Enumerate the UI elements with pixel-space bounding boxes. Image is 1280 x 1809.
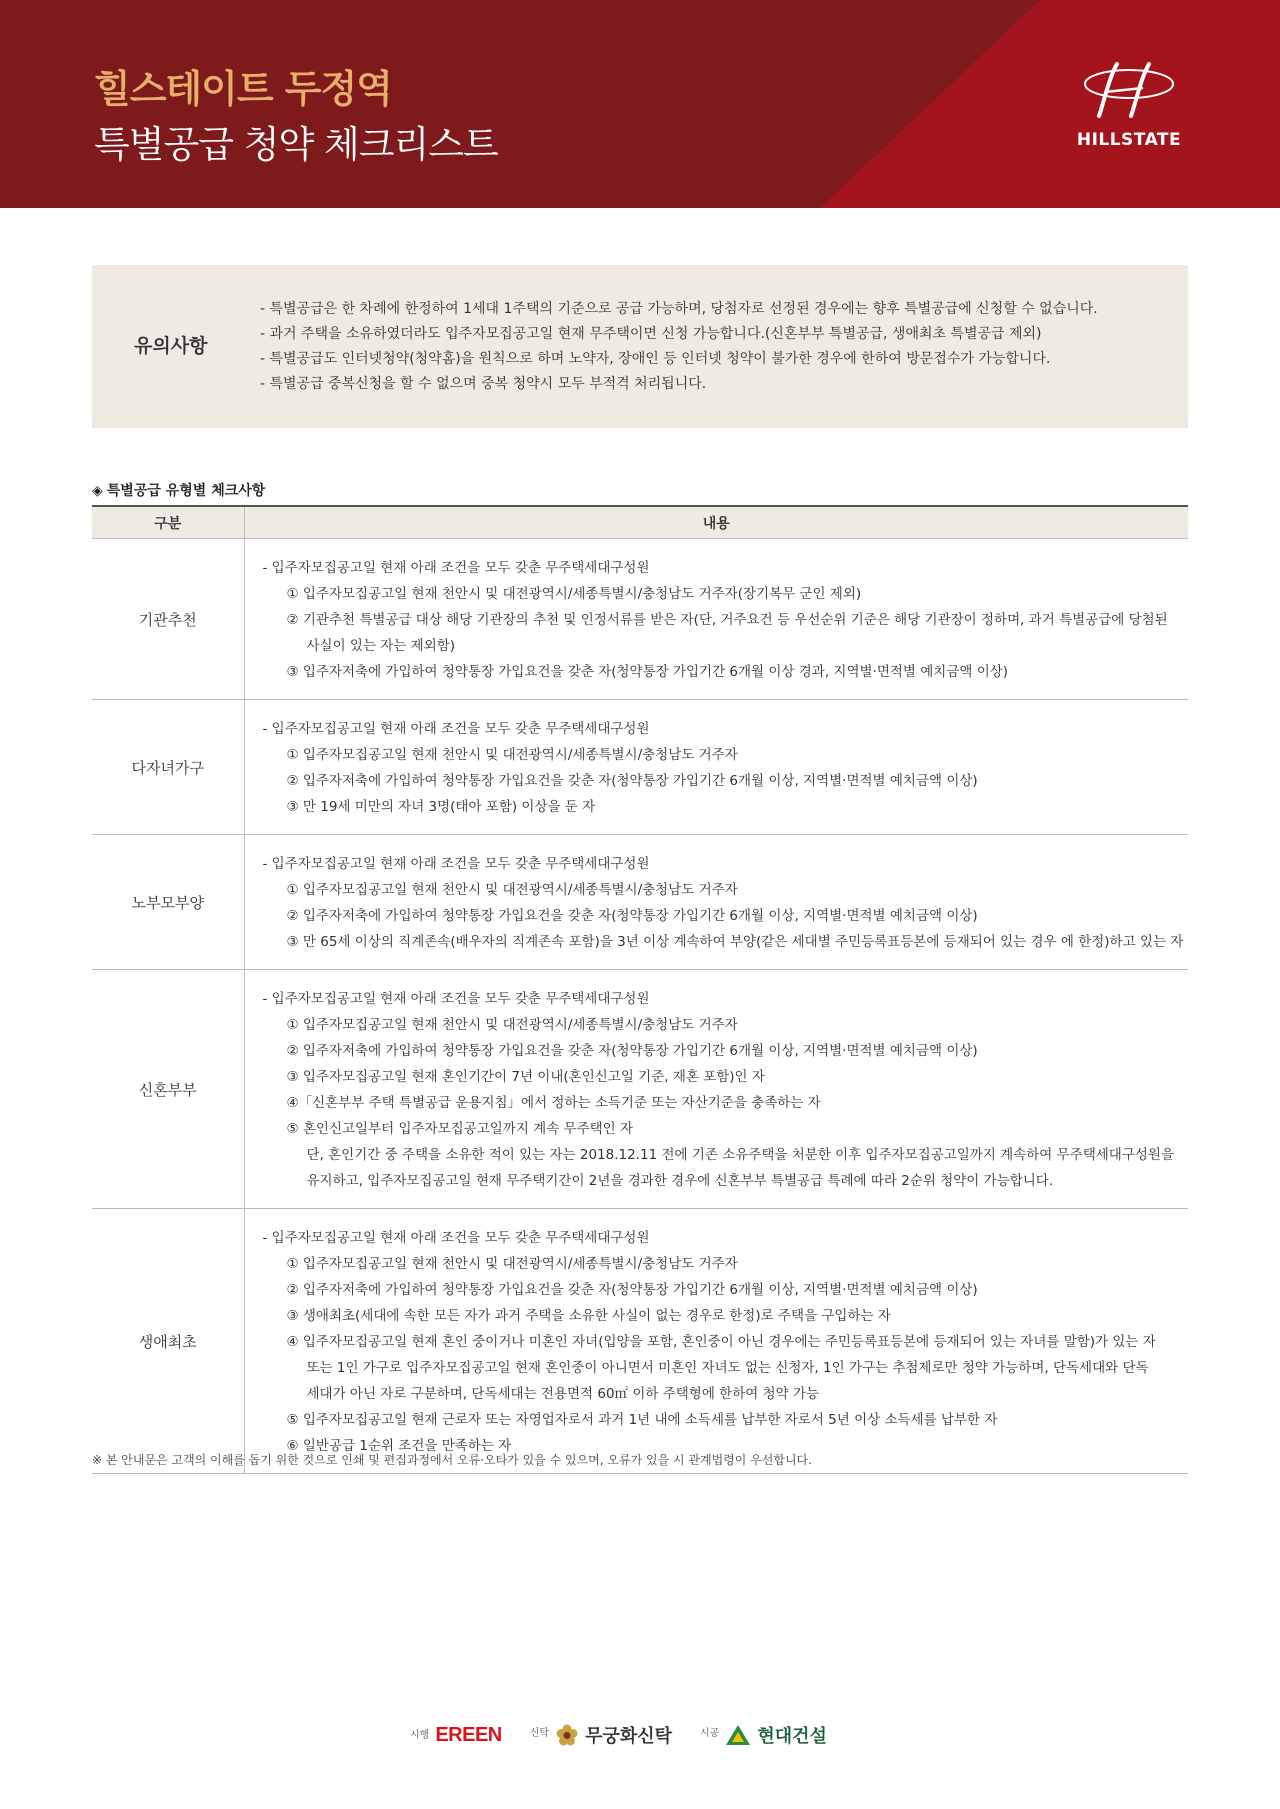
column-header-category: 구분 xyxy=(92,506,244,539)
table-body xyxy=(92,539,1188,1474)
condition-list xyxy=(263,555,1189,685)
condition-lead: - 입주자모집공고일 현재 아래 조건을 모두 갖춘 무주택세대구성원 xyxy=(262,1230,650,1246)
condition-continuation: 세대가 아닌 자로 구분하며, 단독세대는 전용면적 60㎡ 이하 주택형에 한하여 청약 가능 xyxy=(306,1386,820,1402)
condition-continuation: 사실이 있는 자는 제외함) xyxy=(306,638,456,654)
condition-continuation: 단, 혼인기간 중 주택을 소유한 적이 있는 자는 2018.12.11 전에 기존 소유주택을 처분한 이후 입주자모집공고일까지 계속하여 무주택세대구성원을 xyxy=(306,1147,1175,1163)
condition-lead: - 입주자모집공고일 현재 아래 조건을 모두 갖춘 무주택세대구성원 xyxy=(262,721,650,737)
row-content xyxy=(244,700,1188,835)
condition-item: ② 입주자저축에 가입하여 청약통장 가입요건을 갖춘 자(청약통장 가입기간 6개월 이상, 지역별·면적별 예치금액 이상) xyxy=(286,1043,978,1059)
condition-list xyxy=(263,1225,1189,1459)
checklist-table xyxy=(92,505,1188,1474)
condition-lead: - 입주자모집공고일 현재 아래 조건을 모두 갖춘 무주택세대구성원 xyxy=(262,560,650,576)
table-row xyxy=(92,539,1188,700)
footer-credits xyxy=(410,1720,880,1750)
table-row xyxy=(92,970,1188,1209)
condition-item: ④「신혼부부 주택 특별공급 운용지침」에서 정하는 소득기준 또는 자산기준을 충족하는 자 xyxy=(286,1095,821,1111)
condition-item: ③ 입주자저축에 가입하여 청약통장 가입요건을 갖춘 자(청약통장 가입기간 6개월 이상 경과, 지역별·면적별 예치금액 이상) xyxy=(286,664,1009,680)
notice-item: - 과거 주택을 소유하였더라도 입주자모집공고일 현재 무주택이면 신청 가능합니다.(신혼부부 특별공급, 생애최초 특별공급 제외) xyxy=(260,326,1042,342)
condition-list xyxy=(263,851,1189,955)
notice-list xyxy=(260,297,1098,397)
column-header-content: 내용 xyxy=(244,506,1188,539)
notice-item: - 특별공급 중복신청을 할 수 없으며 중복 청약시 모두 부적격 처리됩니다. xyxy=(260,376,707,392)
section-title xyxy=(92,480,265,500)
condition-item: ① 입주자모집공고일 현재 천안시 및 대전광역시/세종특별시/충청남도 거주자 xyxy=(286,1017,738,1033)
notice-box xyxy=(92,265,1188,428)
row-category: 생애최초 xyxy=(92,1209,244,1474)
table-row xyxy=(92,835,1188,970)
hyundai-logo: 현대건설 xyxy=(757,1726,827,1747)
credit-trust xyxy=(530,1722,672,1748)
condition-list xyxy=(263,986,1189,1194)
condition-lead: - 입주자모집공고일 현재 아래 조건을 모두 갖춘 무주택세대구성원 xyxy=(262,991,650,1007)
condition-item: ① 입주자모집공고일 현재 천안시 및 대전광역시/세종특별시/충청남도 거주자 xyxy=(286,882,738,898)
notice-label: 유의사항 xyxy=(134,335,208,357)
condition-item: ① 입주자모집공고일 현재 천안시 및 대전광역시/세종특별시/충청남도 거주자 xyxy=(286,1256,738,1272)
condition-item: ③ 입주자모집공고일 현재 혼인기간이 7년 이내(혼인신고일 기준, 재혼 포함)인 자 xyxy=(286,1069,765,1085)
condition-item: ② 입주자저축에 가입하여 청약통장 가입요건을 갖춘 자(청약통장 가입기간 6개월 이상, 지역별·면적별 예치금액 이상) xyxy=(286,908,978,924)
page-subtitle: 특별공급 청약 체크리스트 xyxy=(94,123,498,166)
table-header-row xyxy=(92,506,1188,539)
condition-item: ② 입주자저축에 가입하여 청약통장 가입요건을 갖춘 자(청약통장 가입기간 6개월 이상, 지역별·면적별 예치금액 이상) xyxy=(286,773,978,789)
row-content xyxy=(244,970,1188,1209)
credit-role: 시공 xyxy=(700,1728,720,1739)
row-category: 기관추천 xyxy=(92,539,244,700)
credit-developer xyxy=(410,1724,502,1747)
condition-item: ③ 만 65세 이상의 직계존속(배우자의 직계존속 포함)을 3년 이상 계속하여 부양(같은 세대별 주민등록표등본에 등재되어 있는 경우 에 한정)하고 있는 자 xyxy=(286,934,1184,950)
condition-item: ⑤ 혼인신고일부터 입주자모집공고일까지 계속 무주택인 자 xyxy=(286,1121,634,1137)
table-row xyxy=(92,1209,1188,1474)
row-category: 신혼부부 xyxy=(92,970,244,1209)
condition-continuation: 또는 1인 가구로 입주자모집공고일 현재 혼인중이 아니면서 미혼인 자녀도 없는 신청자, 1인 가구는 추첨제로만 청약 가능하며, 단독세대와 단독 xyxy=(306,1360,1149,1376)
condition-item: ⑤ 입주자모집공고일 현재 근로자 또는 자영업자로서 과거 1년 내에 소득세를 납부한 자로서 5년 이상 소득세를 납부한 자 xyxy=(286,1412,998,1428)
hillstate-h-icon xyxy=(1079,58,1179,122)
condition-lead: - 입주자모집공고일 현재 아래 조건을 모두 갖춘 무주택세대구성원 xyxy=(262,856,650,872)
row-content xyxy=(244,539,1188,700)
condition-item: ① 입주자모집공고일 현재 천안시 및 대전광역시/세종특별시/충청남도 거주자(장기복무 군인 제외) xyxy=(286,586,862,602)
condition-item: ① 입주자모집공고일 현재 천안시 및 대전광역시/세종특별시/충청남도 거주자 xyxy=(286,747,738,763)
row-content xyxy=(244,1209,1188,1474)
page-header xyxy=(0,0,1280,208)
page-title: 힐스테이트 두정역 xyxy=(94,67,392,111)
condition-list xyxy=(263,716,1189,820)
notice-item: - 특별공급은 한 차례에 한정하여 1세대 1주택의 기준으로 공급 가능하며, 당첨자로 선정된 경우에는 향후 특별공급에 신청할 수 없습니다. xyxy=(260,301,1098,317)
hillstate-logo xyxy=(1064,58,1194,168)
row-category: 다자녀가구 xyxy=(92,700,244,835)
condition-item: ④ 입주자모집공고일 현재 혼인 중이거나 미혼인 자녀(입양을 포함, 혼인중이 아닌 경우에는 주민등록표등본에 등재되어 있는 자녀를 말함)가 있는 자 xyxy=(286,1334,1156,1350)
credit-role: 시행 xyxy=(410,1729,430,1741)
condition-item: ② 기관추천 특별공급 대상 해당 기관장의 추천 및 인정서류를 받은 자(단, 거주요건 등 우선순위 기준은 해당 기관장이 정하며, 과거 특별공급에 당첨된 xyxy=(286,612,1168,628)
condition-item: ② 입주자저축에 가입하여 청약통장 가입요건을 갖춘 자(청약통장 가입기간 6개월 이상, 지역별·면적별 예치금액 이상) xyxy=(286,1282,978,1298)
credit-builder xyxy=(700,1722,827,1748)
condition-item: ③ 만 19세 미만의 자녀 3명(태아 포함) 이상을 둔 자 xyxy=(286,799,596,815)
row-category: 노부모부양 xyxy=(92,835,244,970)
mugunghwa-flower-icon xyxy=(555,1723,579,1747)
diamond-icon: ◈ xyxy=(92,483,103,499)
table-row xyxy=(92,700,1188,835)
section-title-text: 특별공급 유형별 체크사항 xyxy=(106,483,266,499)
condition-item: ③ 생애최초(세대에 속한 모든 자가 과거 주택을 소유한 사실이 없는 경우로 한정)로 주택을 구입하는 자 xyxy=(286,1308,891,1324)
condition-continuation: 유지하고, 입주자모집공고일 현재 무주택기간이 2년을 경과한 경우에 신혼부부 특별공급 특례에 따라 2순위 청약이 가능합니다. xyxy=(306,1173,1054,1189)
hyundai-triangle-icon xyxy=(725,1724,751,1746)
notice-item: - 특별공급도 인터넷청약(청약홈)을 원칙으로 하며 노약자, 장애인 등 인터넷 청약이 불가한 경우에 한하여 방문접수가 가능합니다. xyxy=(260,351,1051,367)
condition-item: ⑥ 일반공급 1순위 조건을 만족하는 자 xyxy=(286,1438,512,1454)
ereen-logo: EREEN xyxy=(435,1723,502,1746)
credit-role: 신탁 xyxy=(529,1728,550,1739)
logo-text: HILLSTATE xyxy=(1076,130,1182,150)
footnote: ※ 본 안내문은 고객의 이해를 돕기 위한 것으로 인쇄 및 편집과정에서 오류·오타가 있을 수 있으며, 오류가 있을 시 관계법령이 우선합니다. xyxy=(92,1453,812,1467)
row-content xyxy=(244,835,1188,970)
mugunghwa-logo: 무궁화신탁 xyxy=(585,1726,673,1747)
